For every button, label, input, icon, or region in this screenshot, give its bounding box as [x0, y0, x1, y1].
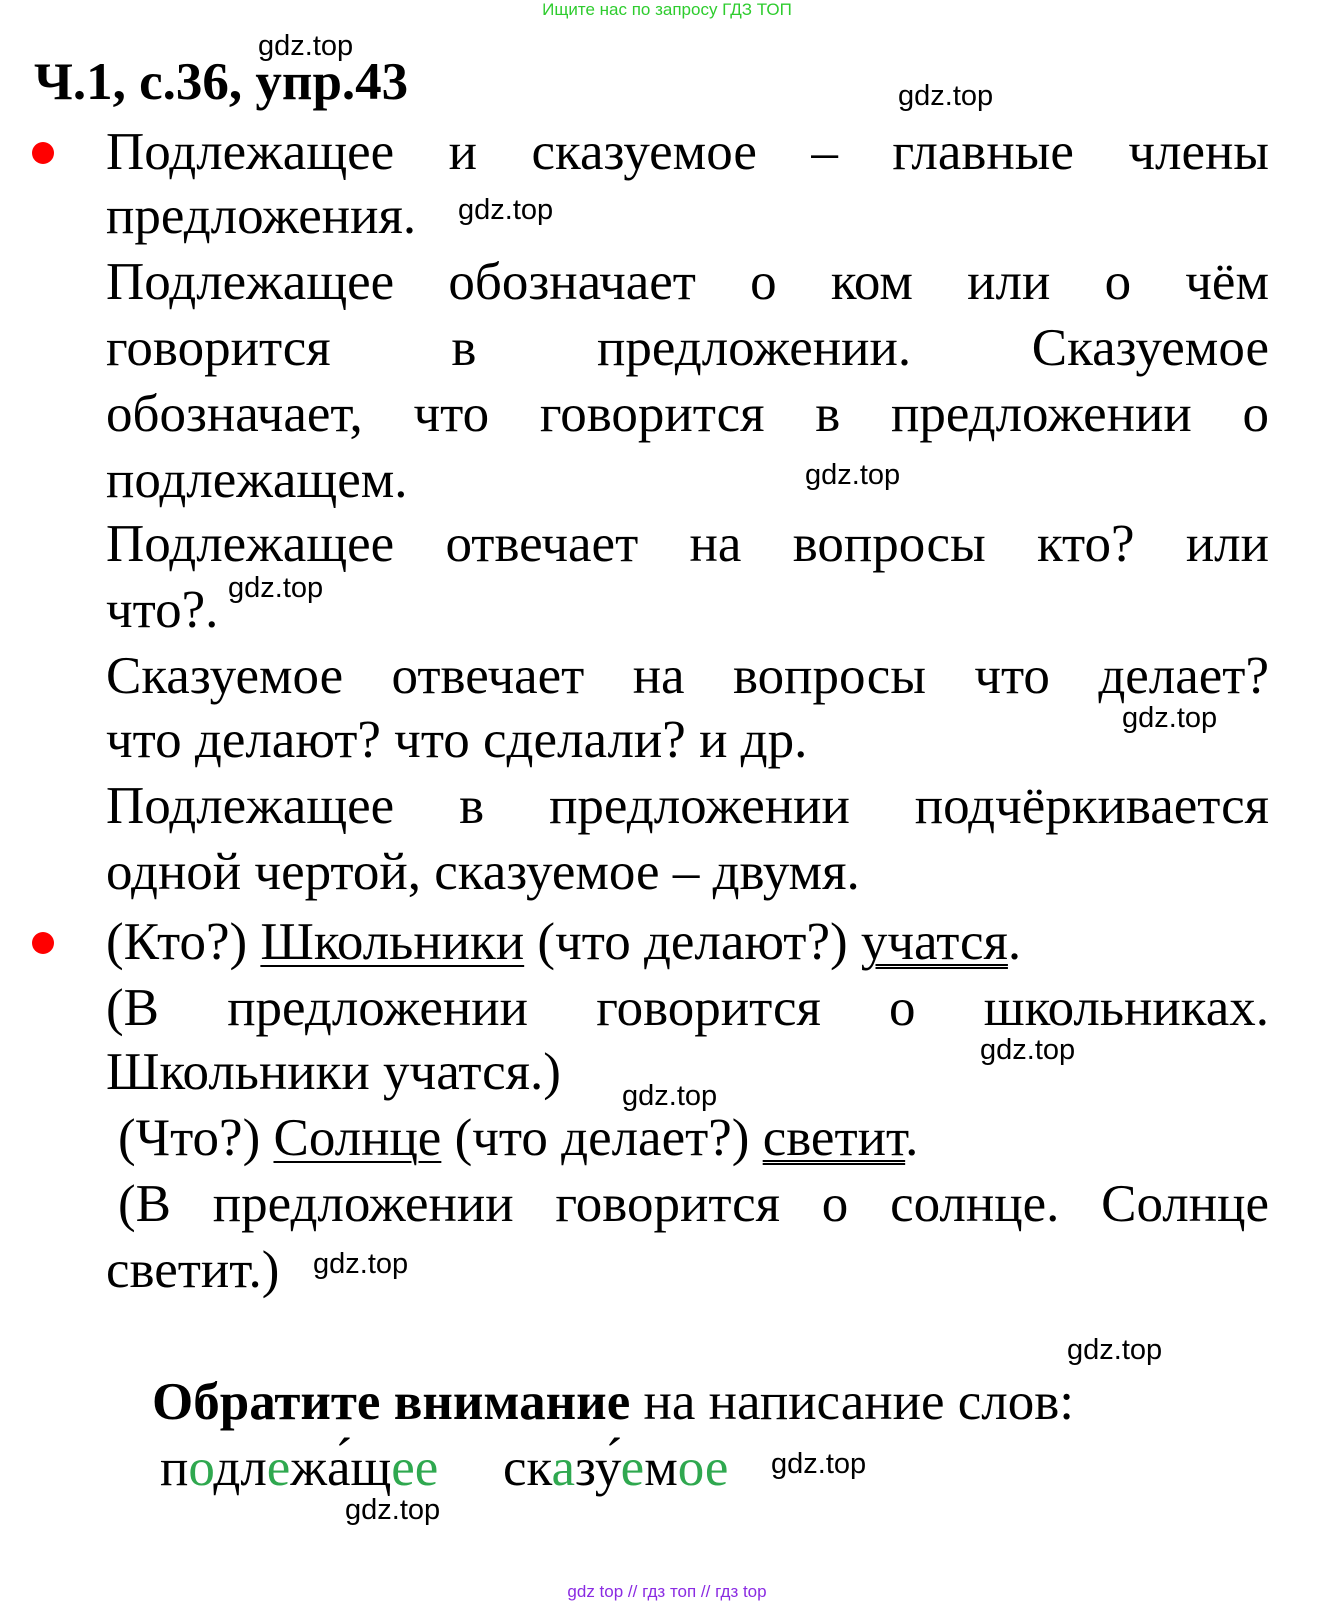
watermark: gdz.top: [898, 80, 994, 112]
watermark: gdz.top: [622, 1080, 718, 1112]
watermark: gdz.top: [980, 1034, 1076, 1066]
watermark: gdz.top: [345, 1494, 441, 1526]
example-sentence: [106, 912, 1021, 972]
watermark: gdz.top: [1122, 702, 1218, 734]
page-title: Ч.1, с.36, упр.43: [34, 53, 409, 111]
theory-line: Сказуемое отвечает на вопросы что делает?: [106, 647, 1269, 705]
watermark: gdz.top: [258, 30, 354, 62]
theory-line: Подлежащее и сказуемое – главные члены: [106, 123, 1269, 181]
spelling-note: [152, 1372, 1074, 1432]
theory-line: Подлежащее в предложении подчёркивается: [106, 777, 1269, 835]
sentence-end: .: [905, 1109, 919, 1167]
word-skazuemoe: сказу́емое: [503, 1439, 729, 1497]
question-subject: (Кто?): [106, 913, 248, 971]
watermark: gdz.top: [771, 1448, 867, 1480]
question-predicate: (что делают?): [537, 913, 848, 971]
example-explanation: светит.): [106, 1241, 280, 1299]
note-text: на написание слов:: [630, 1373, 1074, 1431]
question-predicate: (что делает?): [454, 1109, 750, 1167]
theory-line: что делают? что сделали? и др.: [106, 711, 808, 769]
watermark: gdz.top: [805, 459, 901, 491]
subject-word: Солнце: [273, 1109, 442, 1167]
note-emphasis: Обратите внимание: [152, 1373, 631, 1431]
question-subject: (Что?): [118, 1109, 261, 1167]
theory-line: говорится в предложении. Сказуемое: [106, 319, 1269, 377]
footer-links[interactable]: gdz top // гдз топ // гдз top: [567, 1582, 767, 1601]
promo-banner[interactable]: Ищите нас по запросу ГДЗ ТОП: [542, 0, 792, 19]
theory-line: что?.: [106, 581, 219, 639]
word-podlezhashchee: подлежа́щее: [160, 1439, 439, 1497]
example-explanation: (В предложении говорится о солнце. Солнце: [118, 1175, 1269, 1233]
bullet-marker: [32, 142, 54, 164]
predicate-word: светит: [762, 1109, 906, 1167]
watermark: gdz.top: [313, 1248, 409, 1280]
theory-line: обозначает, что говорится в предложении о: [106, 385, 1269, 443]
example-sentence: [118, 1108, 918, 1168]
example-explanation: (В предложении говорится о школьниках.: [106, 979, 1269, 1037]
theory-line: Подлежащее обозначает о ком или о чём: [106, 253, 1269, 311]
sentence-end: .: [1007, 913, 1022, 971]
watermark: gdz.top: [458, 194, 554, 226]
watermark: gdz.top: [228, 572, 324, 604]
theory-line: подлежащем.: [106, 451, 408, 509]
subject-word: Школьники: [260, 913, 525, 971]
predicate-word: учатся: [860, 913, 1008, 971]
theory-line: одной чертой, сказуемое – двумя.: [106, 843, 860, 901]
theory-line: Подлежащее отвечает на вопросы кто? или: [106, 515, 1269, 573]
bullet-marker: [32, 932, 54, 954]
watermark: gdz.top: [1067, 1334, 1163, 1366]
example-explanation: Школьники учатся.): [106, 1043, 561, 1101]
theory-line: предложения.: [106, 187, 417, 245]
